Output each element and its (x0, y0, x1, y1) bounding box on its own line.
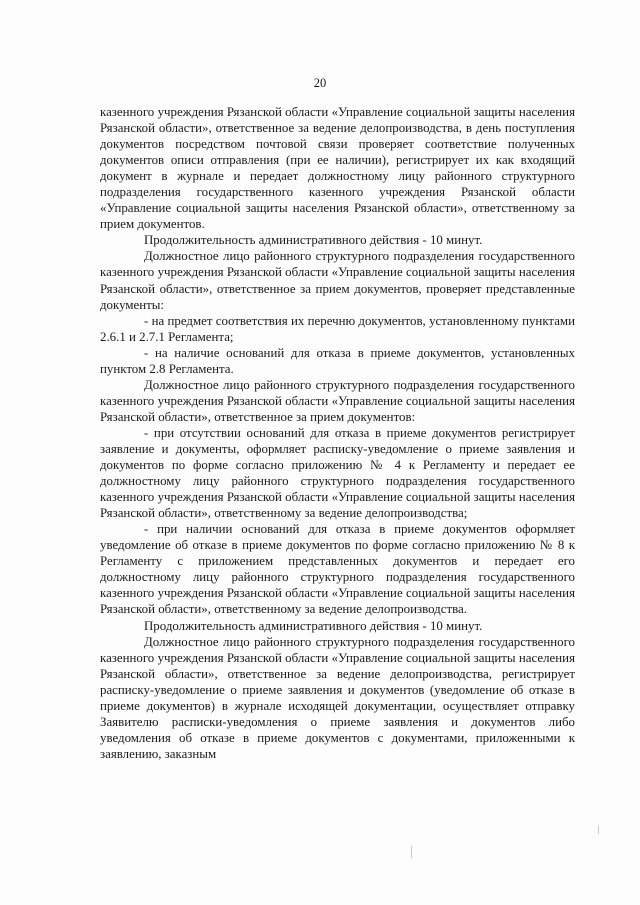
list-item-with-grounds: - при наличии оснований для отказа в приеме документов оформляет уведомление об отказе в приеме документов по форме согласно приложению № 8 к Регламенту с приложением представленных документов и передает его должностному лицу районного структурного подразделения государственного казенного учреждения Рязанской области «Управление социальной защиты населения Рязанской области», ответственному за ведение делопроизводства. (100, 522, 575, 617)
paragraph-duration-2: Продолжительность административного действия - 10 минут. (144, 618, 483, 633)
paragraph-official-reception: Должностное лицо районного структурного подразделения государственного казенного учреждения Рязанской области «Управление социальной защиты населения Рязанской области», ответственное за прием документов: (100, 377, 575, 424)
list-item-compliance: - на предмет соответствия их перечню документов, установленному пунктами 2.6.1 и 2.7.1 Регламента; (100, 313, 575, 344)
list-item-no-grounds: - при отсутствии оснований для отказа в приеме документов регистрирует заявление и документы, оформляет расписку-уведомление о приеме заявления и документов по форме согласно приложению № 4 к Регламенту и передает ее должностному лицу районного структурного подразделения государственного казенного учреждения Рязанской области «Управление социальной защиты населения Рязанской области», ответственному за ведение делопроизводства; (100, 425, 575, 521)
paragraph-continuation: казенного учреждения Рязанской области «Управление социальной защиты населения Рязанской области», ответственное за ведение делопроизводства, в день поступления документов посредством почтовой связи проверяет соответствие полученных документов описи отправления (при ее наличии), регистрирует их как входящий документ в журнале и передает должностному лицу районного структурного подразделения государственного казенного учреждения Рязанской области «Управление социальной защиты населения Рязанской области», ответственному за прием документов. (100, 105, 575, 232)
page-number: 20 (313, 76, 327, 90)
scan-artifact (411, 846, 412, 858)
paragraph-duration-1: Продолжительность административного действия - 10 минут. (144, 233, 483, 248)
list-item-refusal-grounds: - на наличие оснований для отказа в приеме документов, установленных пунктом 2.8 Регламента. (100, 345, 575, 376)
document-body (100, 104, 575, 762)
paragraph-official-check: Должностное лицо районного структурного подразделения государственного казенного учреждения Рязанской области «Управление социальной защиты населения Рязанской области», ответственное за прием документов, проверяет представленные документы: (100, 249, 575, 312)
paragraph-registration: Должностное лицо районного структурного подразделения государственного казенного учреждения Рязанской области «Управление социальной защиты населения Рязанской области», ответственное за ведение делопроизводства, регистрирует расписку-уведомление о приеме заявления и документов (уведомление об отказе в приеме документов) в журнале исходящей документации, осуществляет отправку Заявителю расписки-уведомления о приеме заявления и документов либо уведомления об отказе в приеме документов с документами, приложенными к заявлению, заказным (100, 634, 575, 761)
scan-artifact (598, 826, 599, 834)
